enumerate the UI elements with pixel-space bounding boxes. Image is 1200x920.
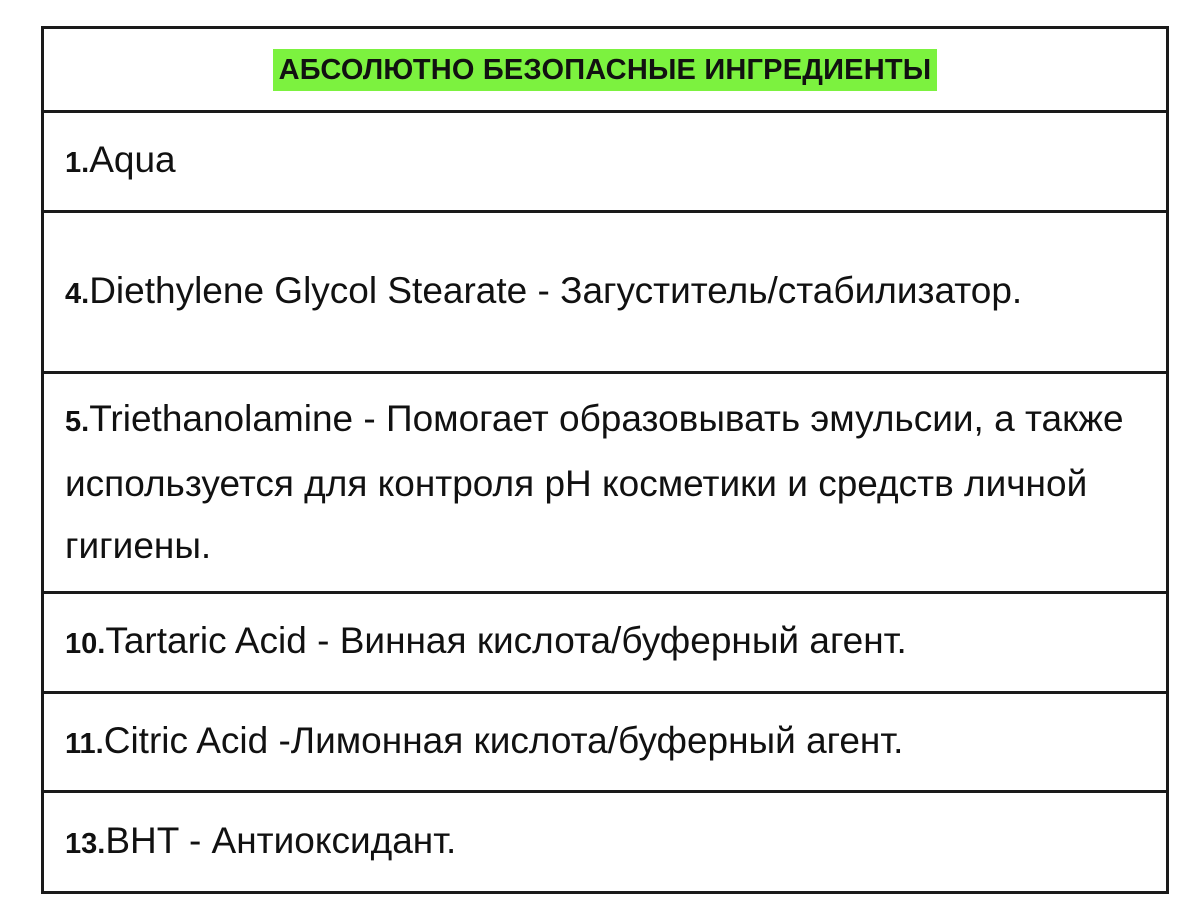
ingredient-cell	[43, 212, 1168, 373]
ingredient-text: Diethylene Glycol Stearate - Загуститель/стабилизатор.	[89, 269, 1023, 311]
ingredient-cell	[43, 593, 1168, 693]
ingredient-cell	[43, 373, 1168, 593]
ingredient-text: Aqua	[89, 139, 176, 180]
table-row	[43, 593, 1168, 693]
ingredient-text: BHT - Антиоксидант.	[105, 819, 457, 861]
table-row	[43, 792, 1168, 893]
table-header-row	[43, 28, 1168, 112]
ingredient-cell	[43, 112, 1168, 212]
table-row	[43, 693, 1168, 792]
ingredient-number: 11.	[65, 727, 104, 760]
table-row	[43, 373, 1168, 593]
ingredient-number: 10.	[65, 628, 106, 660]
table-title: АБСОЛЮТНО БЕЗОПАСНЫЕ ИНГРЕДИЕНТЫ	[273, 49, 938, 91]
ingredient-cell	[43, 792, 1168, 893]
table-row	[43, 212, 1168, 373]
ingredient-number: 1.	[65, 147, 90, 179]
ingredient-text: Triethanolamine - Помогает образовывать эмульсии, а также используется для контроля pH косметики и средств личной гигиены.	[65, 398, 1124, 566]
table-row	[43, 112, 1168, 212]
table-header-cell	[43, 28, 1168, 112]
ingredient-number: 13.	[65, 827, 106, 860]
ingredient-text: Tartaric Acid - Винная кислота/буферный агент.	[105, 620, 907, 661]
ingredient-text: Citric Acid -Лимонная кислота/буферный агент.	[103, 719, 904, 761]
ingredients-table	[41, 26, 1169, 894]
ingredient-cell	[43, 693, 1168, 792]
ingredient-number: 5.	[65, 406, 90, 438]
ingredient-number: 4.	[65, 277, 90, 310]
